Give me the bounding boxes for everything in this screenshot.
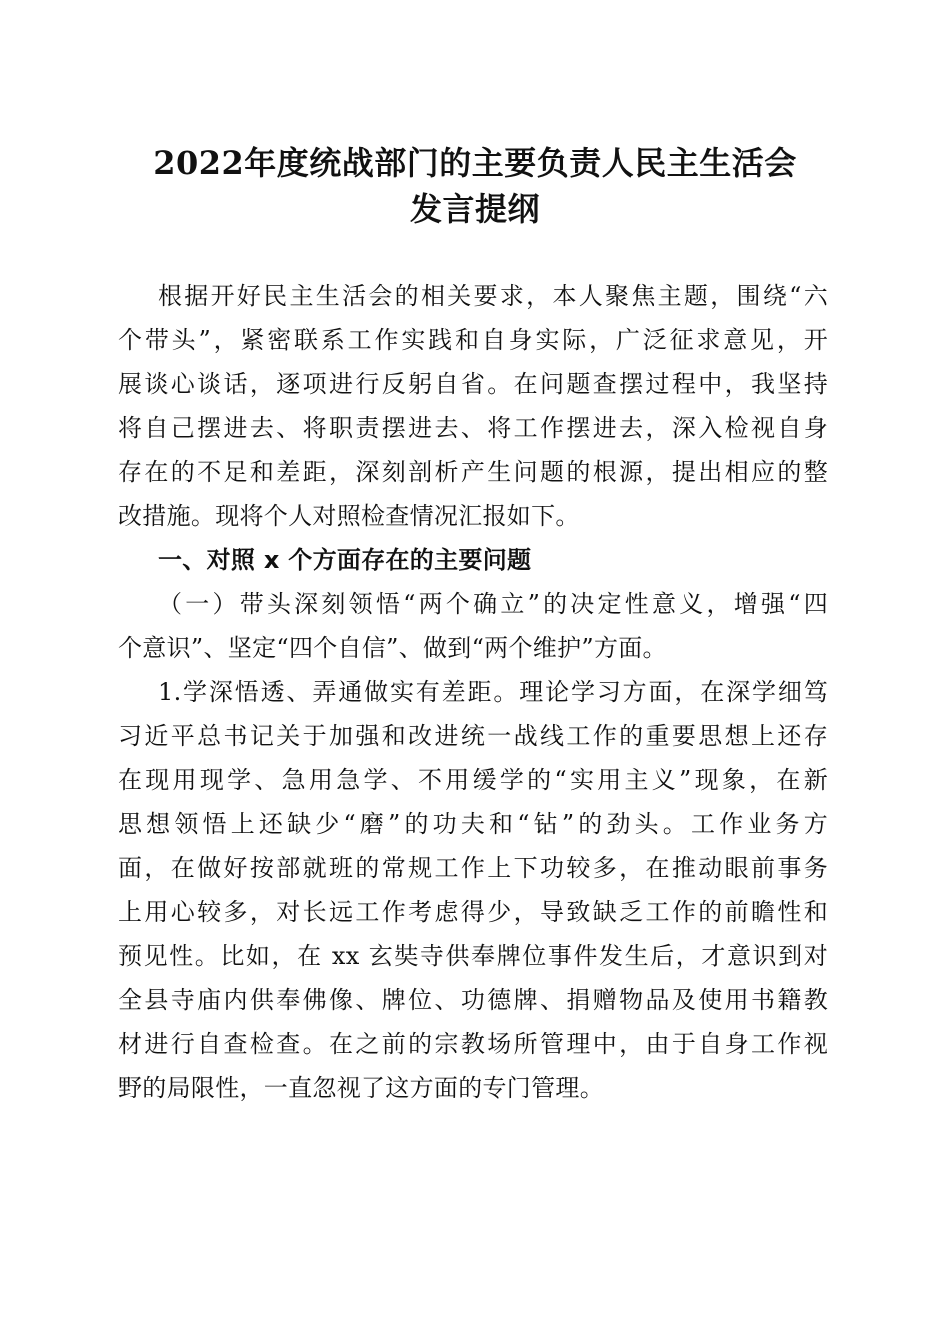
item-paragraph-line: 习近平总书记关于加强和改进统一战线工作的重要思想上还存: [118, 722, 828, 750]
item-paragraph-line: 面，在做好按部就班的常规工作上下功较多，在推动眼前事务: [118, 854, 828, 882]
intro-paragraph-line: 个带头”，紧密联系工作实践和自身实际，广泛征求意见，开: [118, 326, 828, 354]
item-paragraph-line: 野的局限性，一直忽视了这方面的专门管理。: [118, 1074, 604, 1102]
item-paragraph-line: 在现用现学、急用急学、不用缓学的“实用主义”现象，在新: [118, 766, 828, 794]
item-paragraph-line: 上用心较多，对长远工作考虑得少，导致缺乏工作的前瞻性和: [118, 898, 828, 926]
item-paragraph-line: 全县寺庙内供奉佛像、牌位、功德牌、捐赠物品及使用书籍教: [118, 986, 828, 1014]
subsection-heading-line: （一）带头深刻领悟“两个确立”的决定性意义，增强“四: [158, 590, 828, 618]
document-title-line-2: 发言提纲: [409, 190, 540, 228]
intro-paragraph-line: 展谈心谈话，逐项进行反躬自省。在问题查摆过程中，我坚持: [118, 370, 828, 398]
item-paragraph-line: 材进行自查检查。在之前的宗教场所管理中，由于自身工作视: [118, 1030, 828, 1058]
intro-paragraph-line: 将自己摆进去、将职责摆进去、将工作摆进去，深入检视自身: [118, 414, 828, 442]
section-heading: 一、对照 x 个方面存在的主要问题: [158, 546, 532, 574]
item-paragraph-line: 1.学深悟透、弄通做实有差距。理论学习方面，在深学细笃: [158, 678, 828, 706]
intro-paragraph-line: 改措施。现将个人对照检查情况汇报如下。: [118, 502, 580, 530]
item-paragraph-line: 预见性。比如，在 xx 玄奘寺供奉牌位事件发生后，才意识到对: [118, 942, 828, 970]
intro-paragraph-line: 存在的不足和差距，深刻剖析产生问题的根源，提出相应的整: [118, 458, 828, 486]
document-title-line-1: 2022年度统战部门的主要负责人民主生活会: [153, 144, 797, 182]
intro-paragraph-line: 根据开好民主生活会的相关要求，本人聚焦主题，围绕“六: [158, 282, 828, 310]
subsection-heading-line: 个意识”、坚定“四个自信”、做到“两个维护”方面。: [118, 634, 667, 662]
item-paragraph-line: 思想领悟上还缺少“磨”的功夫和“钻”的劲头。工作业务方: [118, 810, 828, 838]
